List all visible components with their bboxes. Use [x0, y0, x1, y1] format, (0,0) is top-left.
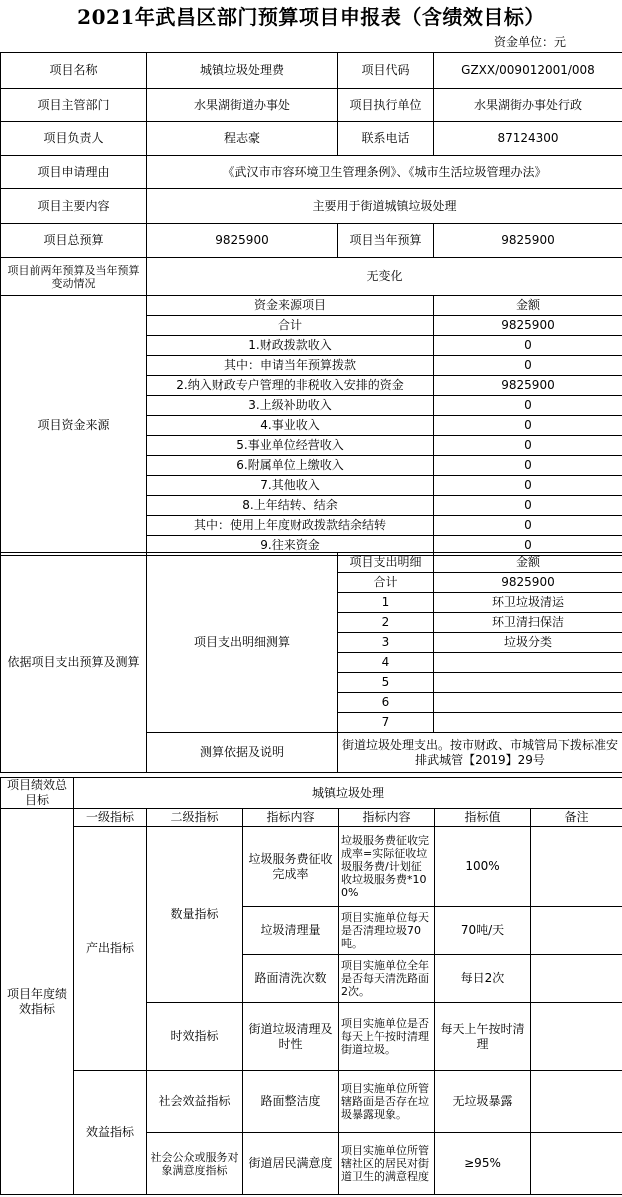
benefit-indicator-label: 效益指标 — [74, 1071, 147, 1195]
project-code-label: 项目代码 — [338, 53, 434, 89]
year-budget-label: 项目当年预算 — [338, 224, 434, 258]
goal-label: 项目绩效总目标 — [1, 778, 74, 809]
header-l2: 二级指标 — [147, 809, 243, 827]
funding-col-source: 资金来源项目 — [147, 296, 434, 316]
funding-row-amount: 0 — [434, 496, 622, 516]
dept-label: 项目主管部门 — [1, 89, 147, 122]
funding-row-item: 1.财政拨款收入 — [147, 336, 434, 356]
funding-row-item: 9.往来资金 — [147, 536, 434, 556]
content-label: 项目主要内容 — [1, 189, 147, 224]
project-name-label: 项目名称 — [1, 53, 147, 89]
header-remark: 备注 — [531, 809, 622, 827]
expense-row-no: 5 — [338, 673, 434, 693]
indicator-value: 每天上午按时清理 — [435, 1003, 531, 1071]
indicator-remark — [531, 1133, 622, 1195]
budget-change-value: 无变化 — [147, 258, 622, 296]
indicator-remark — [531, 907, 622, 955]
social-benefit-label: 社会效益指标 — [147, 1071, 243, 1133]
reason-label: 项目申请理由 — [1, 156, 147, 189]
expense-detail-label: 项目支出明细测算 — [147, 553, 338, 733]
funding-row-item: 其中：申请当年预算拨款 — [147, 356, 434, 376]
funding-row-item: 2.纳入财政专户管理的非税收入安排的资金 — [147, 376, 434, 396]
indicator-remark — [531, 955, 622, 1003]
funding-row-amount: 0 — [434, 416, 622, 436]
funding-row-amount: 0 — [434, 536, 622, 556]
indicator-value: 100% — [435, 827, 531, 907]
quantity-indicator-label: 数量指标 — [147, 827, 243, 1003]
reason-value: 《武汉市市容环境卫生管理条例》、《城市生活垃圾管理办法》 — [147, 156, 622, 189]
header-desc: 指标内容 — [339, 809, 435, 827]
calc-basis-value: 街道垃圾处理支出。按市财政、市城管局下拨标准安排武城管【2019】29号 — [338, 733, 622, 773]
total-budget-value: 9825900 — [147, 224, 338, 258]
expense-row-no: 6 — [338, 693, 434, 713]
dept-value: 水果湖街道办事处 — [147, 89, 338, 122]
indicator-content: 垃圾清理量 — [243, 907, 339, 955]
funding-row-amount: 0 — [434, 356, 622, 376]
goal-value: 城镇垃圾处理 — [74, 778, 622, 809]
indicator-desc: 项目实施单位是否每天上午按时清理街道垃圾。 — [339, 1003, 435, 1071]
funding-row-amount: 9825900 — [434, 376, 622, 396]
indicator-desc: 项目实施单位每天是否清理垃圾70吨。 — [339, 907, 435, 955]
indicator-content: 路面清洗次数 — [243, 955, 339, 1003]
person-label: 项目负责人 — [1, 122, 147, 156]
phone-value: 87124300 — [434, 122, 622, 156]
expense-col-detail: 项目支出明细 — [338, 553, 434, 573]
indicator-value: ≥95% — [435, 1133, 531, 1195]
expense-row-amount — [434, 693, 622, 713]
expense-table — [0, 552, 622, 773]
year-indicator-label: 项目年度绩效指标 — [1, 809, 74, 1195]
page-title: 2021年武昌区部门预算项目申报表（含绩效目标） — [77, 5, 545, 29]
budget-change-label: 项目前两年预算及当年预算变动情况 — [1, 258, 147, 296]
funding-row-item: 合计 — [147, 316, 434, 336]
expense-row-no: 2 — [338, 613, 434, 633]
funding-row-amount: 9825900 — [434, 316, 622, 336]
indicator-remark — [531, 1071, 622, 1133]
expense-row-no: 3 — [338, 633, 434, 653]
header-l1: 一级指标 — [74, 809, 147, 827]
currency-unit: 资金单位：元 — [493, 35, 566, 49]
funding-row-item: 3.上级补助收入 — [147, 396, 434, 416]
funding-row-item: 7.其他收入 — [147, 476, 434, 496]
satisfaction-indicator-label: 社会公众或服务对象满意度指标 — [147, 1133, 243, 1195]
exec-unit-label: 项目执行单位 — [338, 89, 434, 122]
header-value: 指标值 — [435, 809, 531, 827]
indicator-value: 无垃圾暴露 — [435, 1071, 531, 1133]
funding-row-item: 6.附属单位上缴收入 — [147, 456, 434, 476]
funding-row-item: 8.上年结转、结余 — [147, 496, 434, 516]
expense-row-amount: 环卫垃圾清运 — [434, 593, 622, 613]
funding-source-label: 项目资金来源 — [1, 296, 147, 556]
expense-col-amount: 金额 — [434, 553, 622, 573]
funding-row-amount: 0 — [434, 336, 622, 356]
indicator-value: 每日2次 — [435, 955, 531, 1003]
output-indicator-label: 产出指标 — [74, 827, 147, 1071]
funding-row-amount: 0 — [434, 456, 622, 476]
funding-row-item: 其中：使用上年度财政拨款结余结转 — [147, 516, 434, 536]
performance-table — [0, 777, 622, 1195]
calc-basis-label: 测算依据及说明 — [147, 733, 338, 773]
exec-unit-value: 水果湖街办事处行政 — [434, 89, 622, 122]
expense-row-no: 4 — [338, 653, 434, 673]
expense-row-no: 1 — [338, 593, 434, 613]
expense-row-amount: 垃圾分类 — [434, 633, 622, 653]
expense-row-amount: 环卫清扫保洁 — [434, 613, 622, 633]
indicator-remark — [531, 1003, 622, 1071]
indicator-desc: 垃圾服务费征收完成率=实际征收垃圾服务费/计划征收垃圾服务费*100% — [339, 827, 435, 907]
indicator-desc: 项目实施单位所管辖社区的居民对街道卫生的满意程度 — [339, 1133, 435, 1195]
funding-row-amount: 0 — [434, 396, 622, 416]
expense-row-no: 7 — [338, 713, 434, 733]
total-budget-label: 项目总预算 — [1, 224, 147, 258]
expense-total-label: 合计 — [338, 573, 434, 593]
funding-row-amount: 0 — [434, 516, 622, 536]
indicator-desc: 项目实施单位全年是否每天清洗路面2次。 — [339, 955, 435, 1003]
content-value: 主要用于街道城镇垃圾处理 — [147, 189, 622, 224]
indicator-content: 路面整洁度 — [243, 1071, 339, 1133]
funding-row-amount: 0 — [434, 476, 622, 496]
header-content: 指标内容 — [243, 809, 339, 827]
funding-row-item: 4.事业收入 — [147, 416, 434, 436]
expense-row-amount — [434, 713, 622, 733]
indicator-value: 70吨/天 — [435, 907, 531, 955]
expense-row-amount — [434, 673, 622, 693]
project-name-value: 城镇垃圾处理费 — [147, 53, 338, 89]
timeliness-indicator-label: 时效指标 — [147, 1003, 243, 1071]
phone-label: 联系电话 — [338, 122, 434, 156]
year-budget-value: 9825900 — [434, 224, 622, 258]
project-code-value: GZXX/009012001/008 — [434, 53, 622, 89]
project-info-table — [0, 52, 622, 556]
expense-basis-label: 依据项目支出预算及测算 — [1, 553, 147, 773]
funding-row-amount: 0 — [434, 436, 622, 456]
expense-total-value: 9825900 — [434, 573, 622, 593]
indicator-remark — [531, 827, 622, 907]
funding-col-amount: 金额 — [434, 296, 622, 316]
person-value: 程志豪 — [147, 122, 338, 156]
indicator-content: 街道垃圾清理及时性 — [243, 1003, 339, 1071]
indicator-desc: 项目实施单位所管辖路面是否存在垃圾暴露现象。 — [339, 1071, 435, 1133]
indicator-content: 街道居民满意度 — [243, 1133, 339, 1195]
expense-row-amount — [434, 653, 622, 673]
funding-row-item: 5.事业单位经营收入 — [147, 436, 434, 456]
indicator-content: 垃圾服务费征收完成率 — [243, 827, 339, 907]
